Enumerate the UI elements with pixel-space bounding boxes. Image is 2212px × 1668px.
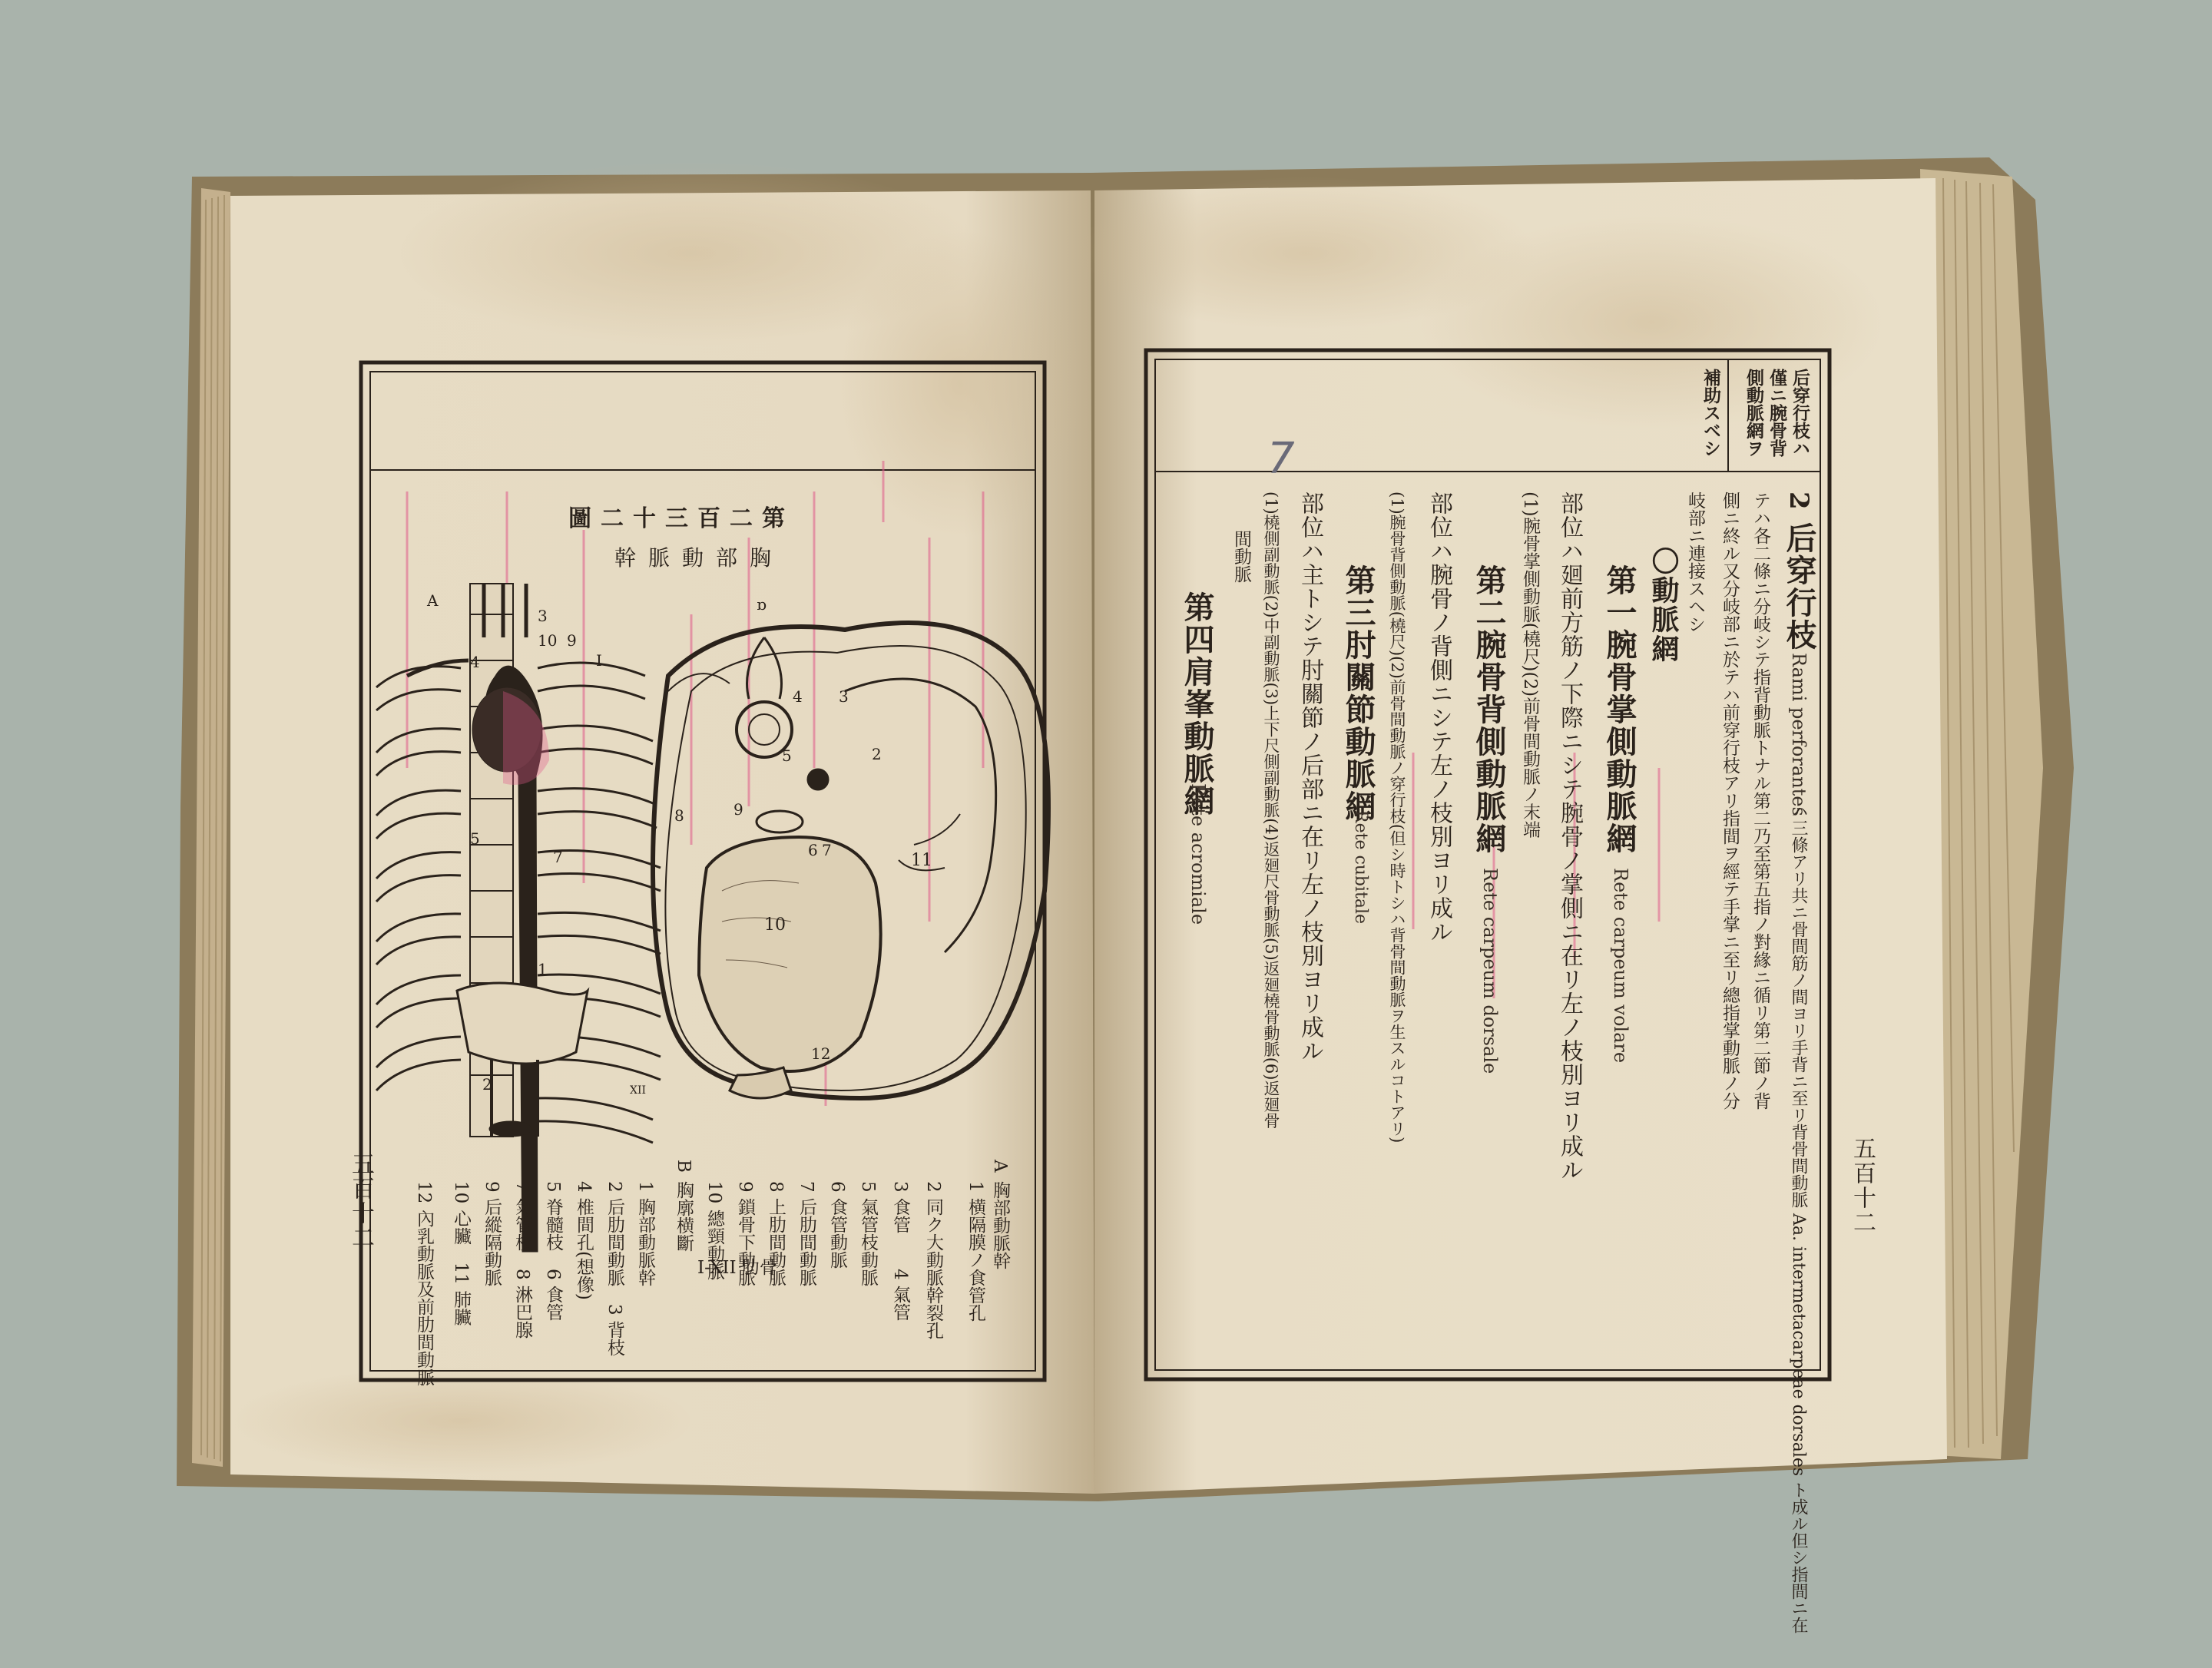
marker-3: 3 (538, 607, 548, 625)
legend-a-item-4: 5 氣管枝動脈 (858, 1181, 878, 1286)
heading-2-latin: Rami perforantes (1788, 653, 1810, 816)
legend-a-item-3: 3 食管 4 氣管 (890, 1181, 910, 1321)
marker-b12: 12 (811, 1044, 831, 1063)
marker-b9: 9 (733, 800, 743, 819)
marker-9: 9 (567, 631, 577, 650)
legend-b-heading: B (674, 1160, 694, 1173)
marker-xii: XII (630, 1084, 647, 1097)
marker-b5: 5 (782, 746, 792, 765)
rete-4-title: 第四肩峯動脈網 (1179, 591, 1215, 817)
rete-4-latin: Rete acromiale (1187, 783, 1209, 925)
legend-a-item-7: 8 上肋間動脈 (766, 1181, 786, 1286)
legend-b-item-5: 5 脊髓枝 6 食管 (543, 1181, 563, 1321)
body-line-2: テハ各二條ニ分岐シテ指背動脈トナル第二乃至第五指ノ對緣ニ循リ第二節ノ背 (1750, 491, 1770, 1110)
section-title: 〇動脈網 (1647, 547, 1680, 664)
marker-b3: 3 (839, 687, 849, 706)
rete-3-position: 部位ハ主トシテ肘關節ノ后部ニ在リ左ノ枝別ヨリ成ル (1296, 491, 1323, 1063)
legend-a-item-6: 7 后肋間動脈 (796, 1181, 816, 1286)
legend-b-item-4: 4 椎間孔(想像) (574, 1181, 594, 1300)
legend-b-item-6: 7 氣管枝 8 淋巴腺 (512, 1181, 532, 1339)
figure-subtitle: 胸部動脈幹 (614, 545, 784, 571)
legend-b-item-8: 10 心臟 11 肺臟 (451, 1181, 471, 1326)
marker-i: I (596, 651, 602, 670)
figure-title: 第二百三十二圖 (568, 505, 794, 532)
rete-3-latin: Rete cubitale (1351, 810, 1370, 925)
marker-b7: 7 (822, 841, 832, 859)
marker-b11: 11 (911, 851, 932, 870)
header-note-2: 僅ニ腕骨背 (1767, 369, 1787, 457)
rete-1-latin: Rete carpeum volare (1610, 868, 1631, 1064)
body-line-3: 側ニ終ル又分岐部ニ於テハ前穿行枝アリ指間ヲ經テ手掌ニ至リ總指掌動脈ノ分 (1720, 491, 1740, 1110)
handwritten-mark: 7 (1267, 434, 1295, 484)
marker-b6: 6 (808, 841, 818, 859)
legend-a-item-1: 1 横隔膜ノ食管孔 (965, 1181, 985, 1322)
rete-1-title: 第一腕骨掌側動脈網 (1601, 564, 1637, 855)
legend-b-item-7: 9 后縱隔動脈 (482, 1181, 502, 1286)
legend-a-item-5: 6 食管動脈 (827, 1181, 847, 1269)
rete-2-latin: Rete carpeum dorsale (1479, 868, 1501, 1074)
marker-b10: 10 (764, 915, 786, 935)
marker-b8: 8 (674, 806, 684, 825)
marker-2: 2 (482, 1075, 492, 1094)
marker-10: 10 (538, 631, 558, 650)
marker-4: 4 (470, 653, 480, 671)
marker-1: 1 (538, 960, 548, 978)
marker-7: 7 (553, 848, 563, 866)
legend-a-title: 胸部動脈幹 (990, 1181, 1010, 1269)
marker-a: A (427, 591, 439, 610)
legend-a-heading: A (990, 1160, 1010, 1173)
rete-3-title: 第三肘關節動脈網 (1340, 564, 1376, 822)
marker-b4: 4 (793, 687, 803, 706)
rete-1-list: (1)腕骨掌側動脈(橈尺)(2)前骨間動脈ノ末端 (1520, 491, 1540, 839)
rete-2-position: 部位ハ腕骨ノ背側ニシテ左ノ枝別ヨリ成ル (1426, 491, 1452, 944)
marker-5: 5 (470, 829, 480, 848)
right-page-number: 五百十二 (1849, 1137, 1876, 1235)
legend-a-item-9: 10 總頸動脈 (704, 1181, 724, 1280)
left-page-number: 五百十二 (347, 1152, 374, 1250)
rete-2-list: (1)腕骨背側動脈(橈尺)(2)前骨間動脈ノ穿行枝(但シ時トシハ背骨間動脈ヲ生スルコトアリ) (1388, 491, 1406, 1143)
marker-b-top: ɒ (757, 595, 767, 614)
rete-2-title: 第二腕骨背側動脈網 (1471, 564, 1507, 855)
legend-b-item-3: 2 后肋間動脈 3 背枝 (604, 1181, 624, 1356)
legend-b-item-2: 1 胸部動脈幹 (635, 1181, 655, 1286)
heading-2: 后穿行枝 (1781, 522, 1817, 651)
header-note-4: 補助スベシ (1700, 369, 1721, 457)
legend-b-title: 胸廓横斷 (674, 1181, 694, 1252)
body-line-4: 岐部ニ連接スヘシ (1685, 491, 1705, 633)
legend-b-item-9: 12 內乳動脈及前肋間動脈 (414, 1181, 434, 1386)
marker-b2: 2 (872, 745, 882, 763)
legend-b-item-1: I-XII 肋骨 (697, 1258, 777, 1278)
rete-3-list-a: (1)橈側副動脈(2)中副動脈(3)上下尺側副動脈(4)返廻尺骨動脈(5)返廻橈骨動脈(6)返廻骨 (1262, 491, 1280, 1129)
heading-2-number: 2 (1783, 491, 1814, 511)
header-note-3: 側動脈網ヲ (1743, 369, 1764, 457)
rete-3-list-b: 間動脈 (1231, 530, 1251, 583)
rete-1-position: 部位ハ廻前方筋ノ下際ニシテ腕骨ノ掌側ニ在リ左ノ枝別ヨリ成ル (1556, 491, 1583, 1182)
legend-a-item-8: 9 鎖骨下動脈 (735, 1181, 755, 1286)
body-line-1: ハ三條アリ共ニ骨間筋ノ間ヨリ手背ニ至リ背骨間動脈 Aa. intermetacarpeae dorsales ト成ル但シ指間ニ在 (1789, 803, 1808, 1634)
legend-a-item-2: 2 同ク大動脈幹裂孔 (923, 1181, 943, 1339)
header-note-1: 后穿行枝ハ (1790, 369, 1810, 457)
